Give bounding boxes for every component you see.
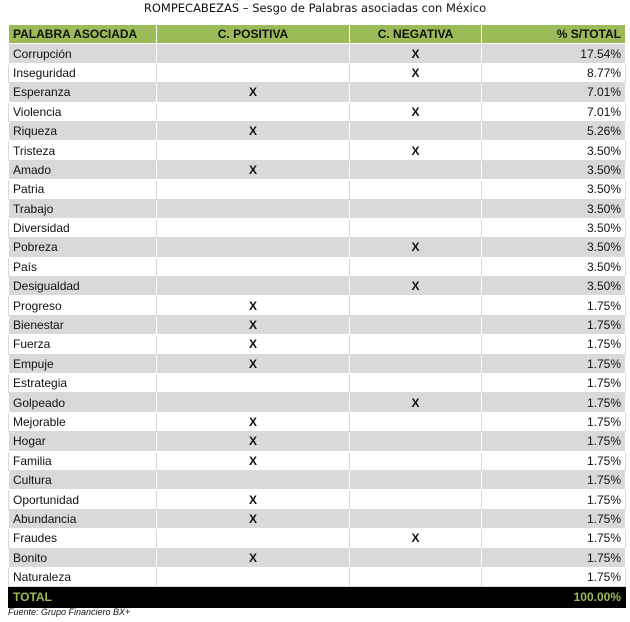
percent-cell: 3.50% bbox=[482, 277, 626, 296]
table-row bbox=[9, 335, 626, 354]
positive-mark-cell bbox=[157, 257, 350, 276]
word-cell: Diversidad bbox=[9, 218, 157, 237]
word-cell: Amado bbox=[9, 160, 157, 179]
table-row bbox=[9, 102, 626, 121]
negative-mark-cell bbox=[350, 509, 482, 528]
positive-mark-cell bbox=[157, 238, 350, 257]
percent-cell: 3.50% bbox=[482, 180, 626, 199]
percent-cell: 3.50% bbox=[482, 199, 626, 218]
negative-mark-cell: X bbox=[350, 141, 482, 160]
negative-mark-cell bbox=[350, 354, 482, 373]
table-row bbox=[9, 567, 626, 586]
table-row bbox=[9, 412, 626, 431]
negative-mark-cell bbox=[350, 218, 482, 237]
percent-cell: 1.75% bbox=[482, 490, 626, 509]
header-row bbox=[9, 25, 626, 44]
negative-mark-cell bbox=[350, 257, 482, 276]
positive-mark-cell bbox=[157, 393, 350, 412]
word-cell: Desigualdad bbox=[9, 277, 157, 296]
header-negative: C. NEGATIVA bbox=[350, 25, 482, 44]
table-row bbox=[9, 257, 626, 276]
word-cell: Mejorable bbox=[9, 412, 157, 431]
word-cell: Golpeado bbox=[9, 393, 157, 412]
word-cell: Naturaleza bbox=[9, 567, 157, 586]
table-row bbox=[9, 296, 626, 315]
percent-cell: 1.75% bbox=[482, 315, 626, 334]
positive-mark-cell: X bbox=[157, 490, 350, 509]
positive-mark-cell: X bbox=[157, 432, 350, 451]
table-row bbox=[9, 44, 626, 63]
table-row bbox=[9, 490, 626, 509]
negative-mark-cell bbox=[350, 160, 482, 179]
positive-mark-cell: X bbox=[157, 121, 350, 140]
word-cell: Fuerza bbox=[9, 335, 157, 354]
word-cell: Oportunidad bbox=[9, 490, 157, 509]
negative-mark-cell: X bbox=[350, 529, 482, 548]
percent-cell: 3.50% bbox=[482, 160, 626, 179]
percent-cell: 1.75% bbox=[482, 354, 626, 373]
percent-cell: 1.75% bbox=[482, 393, 626, 412]
negative-mark-cell bbox=[350, 548, 482, 567]
positive-mark-cell: X bbox=[157, 160, 350, 179]
percent-cell: 1.75% bbox=[482, 374, 626, 393]
negative-mark-cell bbox=[350, 374, 482, 393]
positive-mark-cell bbox=[157, 63, 350, 82]
negative-mark-cell bbox=[350, 335, 482, 354]
total-percent: 100.00% bbox=[482, 587, 626, 608]
positive-mark-cell: X bbox=[157, 451, 350, 470]
negative-mark-cell bbox=[350, 315, 482, 334]
table-row bbox=[9, 160, 626, 179]
table-row bbox=[9, 470, 626, 489]
word-cell: Hogar bbox=[9, 432, 157, 451]
source-note: Fuente: Grupo Financiero BX+ bbox=[8, 607, 131, 617]
table-row bbox=[9, 529, 626, 548]
table-row bbox=[9, 354, 626, 373]
positive-mark-cell: X bbox=[157, 335, 350, 354]
positive-mark-cell bbox=[157, 470, 350, 489]
word-cell: Trabajo bbox=[9, 199, 157, 218]
table-row bbox=[9, 83, 626, 102]
word-cell: Riqueza bbox=[9, 121, 157, 140]
table-row bbox=[9, 315, 626, 334]
word-cell: Violencia bbox=[9, 102, 157, 121]
percent-cell: 7.01% bbox=[482, 83, 626, 102]
percent-cell: 1.75% bbox=[482, 432, 626, 451]
table-body bbox=[9, 44, 626, 587]
header-word: PALABRA ASOCIADA bbox=[9, 25, 157, 44]
table-row bbox=[9, 180, 626, 199]
word-cell: Pobreza bbox=[9, 238, 157, 257]
negative-mark-cell bbox=[350, 412, 482, 431]
negative-mark-cell: X bbox=[350, 102, 482, 121]
positive-mark-cell: X bbox=[157, 548, 350, 567]
header-percent: % S/TOTAL bbox=[482, 25, 626, 44]
percent-cell: 1.75% bbox=[482, 509, 626, 528]
negative-mark-cell bbox=[350, 432, 482, 451]
word-cell: Estrategia bbox=[9, 374, 157, 393]
word-cell: Corrupción bbox=[9, 44, 157, 63]
percent-cell: 1.75% bbox=[482, 548, 626, 567]
table-row bbox=[9, 218, 626, 237]
total-row bbox=[9, 587, 626, 608]
percent-cell: 5.26% bbox=[482, 121, 626, 140]
table-row bbox=[9, 238, 626, 257]
negative-mark-cell bbox=[350, 567, 482, 586]
percent-cell: 1.75% bbox=[482, 470, 626, 489]
header-positive: C. POSITIVA bbox=[157, 25, 350, 44]
percent-cell: 1.75% bbox=[482, 567, 626, 586]
percent-cell: 1.75% bbox=[482, 451, 626, 470]
table-row bbox=[9, 121, 626, 140]
positive-mark-cell: X bbox=[157, 296, 350, 315]
positive-mark-cell bbox=[157, 567, 350, 586]
word-cell: País bbox=[9, 257, 157, 276]
negative-mark-cell: X bbox=[350, 238, 482, 257]
percent-cell: 1.75% bbox=[482, 296, 626, 315]
positive-mark-cell: X bbox=[157, 315, 350, 334]
negative-mark-cell bbox=[350, 470, 482, 489]
total-empty-negative bbox=[350, 587, 482, 608]
negative-mark-cell bbox=[350, 451, 482, 470]
word-cell: Progreso bbox=[9, 296, 157, 315]
table-row bbox=[9, 451, 626, 470]
negative-mark-cell: X bbox=[350, 393, 482, 412]
positive-mark-cell bbox=[157, 529, 350, 548]
word-cell: Bienestar bbox=[9, 315, 157, 334]
word-cell: Patria bbox=[9, 180, 157, 199]
table-title: ROMPECABEZAS – Sesgo de Palabras asociadas con México bbox=[143, 1, 487, 15]
table-row bbox=[9, 141, 626, 160]
table-row bbox=[9, 199, 626, 218]
percent-cell: 3.50% bbox=[482, 141, 626, 160]
negative-mark-cell bbox=[350, 180, 482, 199]
word-cell: Bonito bbox=[9, 548, 157, 567]
negative-mark-cell: X bbox=[350, 277, 482, 296]
positive-mark-cell bbox=[157, 44, 350, 63]
word-association-table bbox=[8, 24, 626, 608]
positive-mark-cell: X bbox=[157, 412, 350, 431]
positive-mark-cell: X bbox=[157, 83, 350, 102]
word-cell: Inseguridad bbox=[9, 63, 157, 82]
percent-cell: 3.50% bbox=[482, 218, 626, 237]
percent-cell: 1.75% bbox=[482, 335, 626, 354]
word-cell: Fraudes bbox=[9, 529, 157, 548]
table-row bbox=[9, 63, 626, 82]
positive-mark-cell bbox=[157, 199, 350, 218]
positive-mark-cell bbox=[157, 218, 350, 237]
negative-mark-cell bbox=[350, 83, 482, 102]
positive-mark-cell bbox=[157, 374, 350, 393]
negative-mark-cell bbox=[350, 121, 482, 140]
percent-cell: 1.75% bbox=[482, 529, 626, 548]
word-cell: Tristeza bbox=[9, 141, 157, 160]
percent-cell: 8.77% bbox=[482, 63, 626, 82]
negative-mark-cell bbox=[350, 490, 482, 509]
negative-mark-cell: X bbox=[350, 63, 482, 82]
table-row bbox=[9, 277, 626, 296]
percent-cell: 3.50% bbox=[482, 257, 626, 276]
positive-mark-cell: X bbox=[157, 509, 350, 528]
positive-mark-cell: X bbox=[157, 354, 350, 373]
table-row bbox=[9, 393, 626, 412]
table-row bbox=[9, 432, 626, 451]
positive-mark-cell bbox=[157, 141, 350, 160]
table-row bbox=[9, 548, 626, 567]
table-row bbox=[9, 509, 626, 528]
positive-mark-cell bbox=[157, 102, 350, 121]
total-label: TOTAL bbox=[9, 587, 157, 608]
total-empty-positive bbox=[157, 587, 350, 608]
word-cell: Familia bbox=[9, 451, 157, 470]
negative-mark-cell: X bbox=[350, 44, 482, 63]
percent-cell: 7.01% bbox=[482, 102, 626, 121]
percent-cell: 17.54% bbox=[482, 44, 626, 63]
table-row bbox=[9, 374, 626, 393]
word-cell: Abundancia bbox=[9, 509, 157, 528]
word-cell: Esperanza bbox=[9, 83, 157, 102]
negative-mark-cell bbox=[350, 296, 482, 315]
percent-cell: 3.50% bbox=[482, 238, 626, 257]
negative-mark-cell bbox=[350, 199, 482, 218]
word-cell: Empuje bbox=[9, 354, 157, 373]
positive-mark-cell bbox=[157, 180, 350, 199]
positive-mark-cell bbox=[157, 277, 350, 296]
word-cell: Cultura bbox=[9, 470, 157, 489]
percent-cell: 1.75% bbox=[482, 412, 626, 431]
